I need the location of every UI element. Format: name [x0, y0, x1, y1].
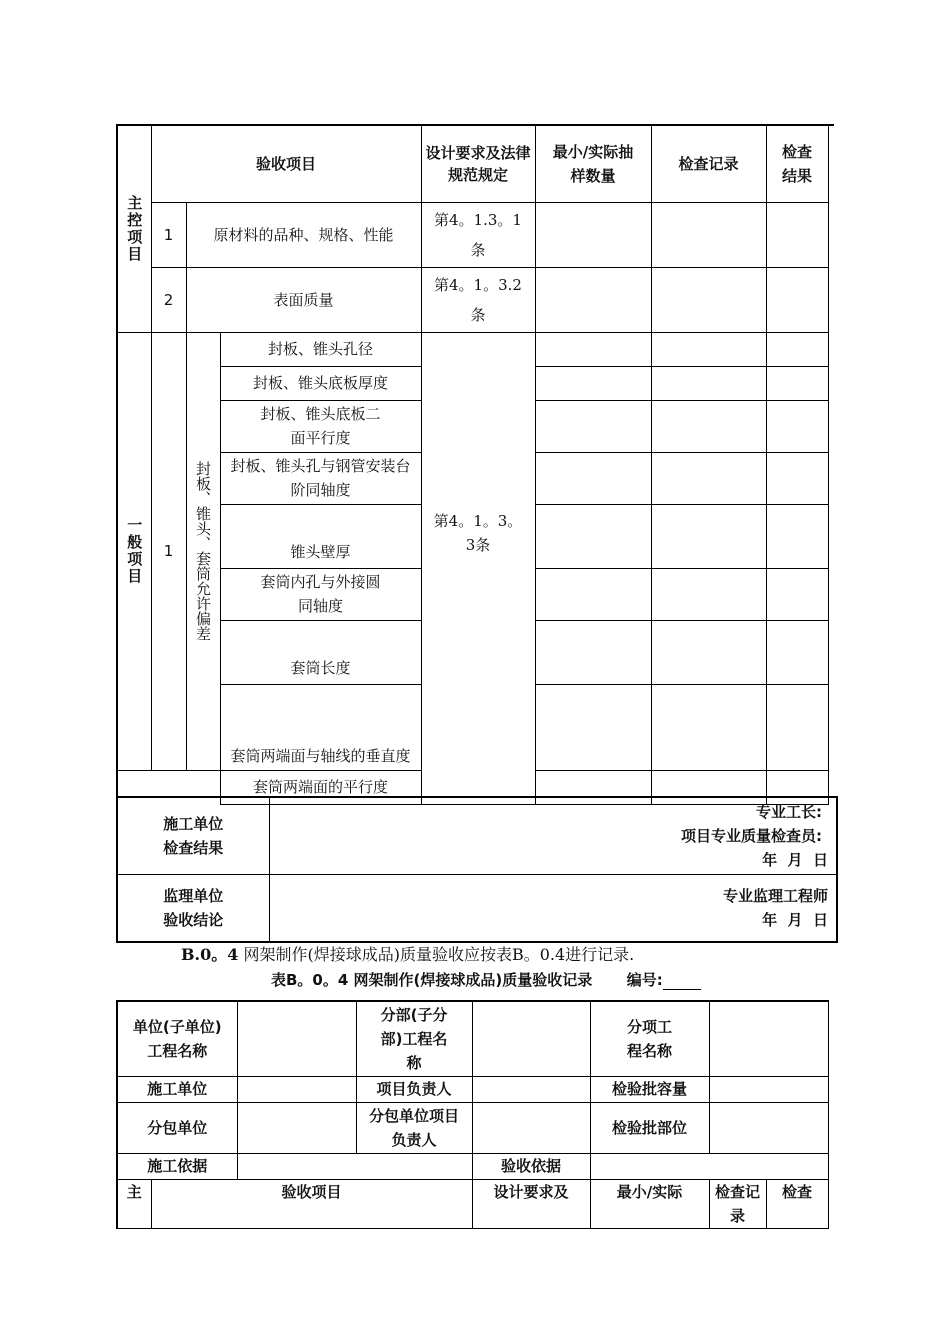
record-cell[interactable]	[651, 267, 766, 332]
construction-label-1: 施工单位	[163, 814, 224, 833]
main-control-label: 主控项目	[125, 194, 144, 263]
header-record: 检查记录	[651, 125, 766, 202]
foreman-label: 专业工长:	[756, 802, 822, 821]
sample-cell[interactable]	[535, 400, 651, 452]
unit-name-label: 单位(子单位)工程名称	[117, 1001, 237, 1076]
record-cell[interactable]	[651, 332, 766, 366]
record-cell[interactable]	[651, 400, 766, 452]
result-cell[interactable]	[766, 568, 828, 620]
number-label: 编号:	[626, 971, 663, 989]
item-name-value[interactable]	[709, 1001, 828, 1076]
supervision-date: 年 月 日	[762, 910, 828, 929]
general-subgroup	[186, 332, 220, 770]
header-design: 设计要求及	[472, 1179, 590, 1228]
basis-label: 施工依据	[117, 1153, 237, 1179]
general-item: 套筒长度	[220, 620, 421, 684]
construction-signoff[interactable]	[269, 797, 837, 874]
sample-cell[interactable]	[535, 452, 651, 504]
capacity-value[interactable]	[709, 1076, 828, 1102]
header-result: 检查结果	[766, 125, 828, 202]
builder-value[interactable]	[237, 1076, 356, 1102]
table-caption	[271, 970, 701, 990]
section-number: B.0。4	[181, 945, 239, 964]
unit-name-value[interactable]	[237, 1001, 356, 1076]
sub-name-value[interactable]	[472, 1001, 590, 1076]
record-cell[interactable]	[651, 684, 766, 770]
main-control-group	[117, 125, 151, 332]
result-cell[interactable]	[766, 332, 828, 366]
header-sample: 最小/实际	[590, 1179, 709, 1228]
number-field[interactable]	[663, 975, 701, 990]
general-item: 封板、锥头孔径	[220, 332, 421, 366]
record-cell[interactable]	[651, 568, 766, 620]
general-item: 套筒两端面的平行度	[220, 770, 421, 804]
record-cell[interactable]	[651, 452, 766, 504]
result-cell[interactable]	[766, 366, 828, 400]
general-item: 封板、锥头孔与钢管安装台阶同轴度	[220, 452, 421, 504]
main-item-name: 表面质量	[186, 267, 421, 332]
sub-manager-value[interactable]	[472, 1102, 590, 1153]
main-item-name: 原材料的品种、规格、性能	[186, 202, 421, 267]
subcontractor-value[interactable]	[237, 1102, 356, 1153]
acceptance-basis-label: 验收依据	[472, 1153, 590, 1179]
supervision-label-2: 验收结论	[163, 910, 224, 929]
sample-cell[interactable]	[535, 202, 651, 267]
header-design: 设计要求及法律规范规定	[421, 125, 535, 202]
header-item: 验收项目	[151, 125, 421, 202]
main-control-header: 主	[117, 1179, 151, 1228]
construction-label-2: 检查结果	[163, 838, 224, 857]
manager-label: 项目负责人	[356, 1076, 472, 1102]
table-title: 表B。0。4 网架制作(焊接球成品)质量验收记录	[271, 971, 593, 989]
general-item: 封板、锥头底板厚度	[220, 366, 421, 400]
header-sample: 最小/实际抽样数量	[535, 125, 651, 202]
general-item: 锥头壁厚	[220, 504, 421, 568]
general-item: 封板、锥头底板二面平行度	[220, 400, 421, 452]
sub-name-label: 分部(子分部)工程名称	[356, 1001, 472, 1076]
general-item: 套筒两端面与轴线的垂直度	[220, 684, 421, 770]
main-item-no: 2	[151, 267, 186, 332]
builder-label: 施工单位	[117, 1076, 237, 1102]
record-cell[interactable]	[651, 202, 766, 267]
main-item-clause: 第4。1.3。1条	[421, 202, 535, 267]
sample-cell[interactable]	[535, 620, 651, 684]
sub-manager-label: 分包单位项目负责人	[356, 1102, 472, 1153]
capacity-label: 检验批容量	[590, 1076, 709, 1102]
main-item-clause: 第4。1。3.2条	[421, 267, 535, 332]
general-item: 套筒内孔与外接圆同轴度	[220, 568, 421, 620]
supervision-label	[117, 874, 269, 942]
general-no: 1	[151, 332, 186, 770]
result-cell[interactable]	[766, 202, 828, 267]
general-group-label: 一般项目	[125, 517, 144, 585]
sample-cell[interactable]	[535, 267, 651, 332]
signoff-table	[116, 796, 838, 943]
section-text: 网架制作(焊接球成品)质量验收应按表B。0.4进行记录.	[238, 945, 635, 964]
position-label: 检验批部位	[590, 1102, 709, 1153]
position-value[interactable]	[709, 1102, 828, 1153]
result-cell[interactable]	[766, 620, 828, 684]
sample-cell[interactable]	[535, 366, 651, 400]
subcontractor-label: 分包单位	[117, 1102, 237, 1153]
sample-cell[interactable]	[535, 684, 651, 770]
sample-cell[interactable]	[535, 568, 651, 620]
section-caption	[181, 945, 634, 965]
result-cell[interactable]	[766, 504, 828, 568]
record-cell[interactable]	[651, 366, 766, 400]
record-cell[interactable]	[651, 620, 766, 684]
basis-value[interactable]	[237, 1153, 472, 1179]
record-header-table	[116, 1000, 829, 1229]
supervision-signoff[interactable]	[269, 874, 837, 942]
general-subgroup-label: 封板、锥头、套筒允许偏差	[194, 461, 212, 641]
general-group	[117, 332, 151, 770]
header-result: 检查	[766, 1179, 828, 1228]
header-item: 验收项目	[151, 1179, 472, 1228]
manager-value[interactable]	[472, 1076, 590, 1102]
general-clause	[421, 332, 535, 804]
inspection-table	[116, 124, 829, 805]
acceptance-basis-value[interactable]	[590, 1153, 828, 1179]
result-cell[interactable]	[766, 452, 828, 504]
result-cell[interactable]	[766, 267, 828, 332]
inspector-label: 项目专业质量检查员:	[681, 826, 822, 845]
sample-cell[interactable]	[535, 504, 651, 568]
construction-label	[117, 797, 269, 874]
sample-cell[interactable]	[535, 332, 651, 366]
construction-date: 年 月 日	[762, 850, 828, 869]
item-name-label: 分项工程名称	[590, 1001, 709, 1076]
result-cell[interactable]	[766, 400, 828, 452]
main-item-no: 1	[151, 202, 186, 267]
result-cell[interactable]	[766, 684, 828, 770]
engineer-label: 专业监理工程师	[722, 886, 828, 905]
general-clause-text: 第4。1。3。3条	[433, 511, 523, 554]
supervision-label-1: 监理单位	[163, 886, 224, 905]
header-record: 检查记录	[709, 1179, 766, 1228]
record-cell[interactable]	[651, 504, 766, 568]
